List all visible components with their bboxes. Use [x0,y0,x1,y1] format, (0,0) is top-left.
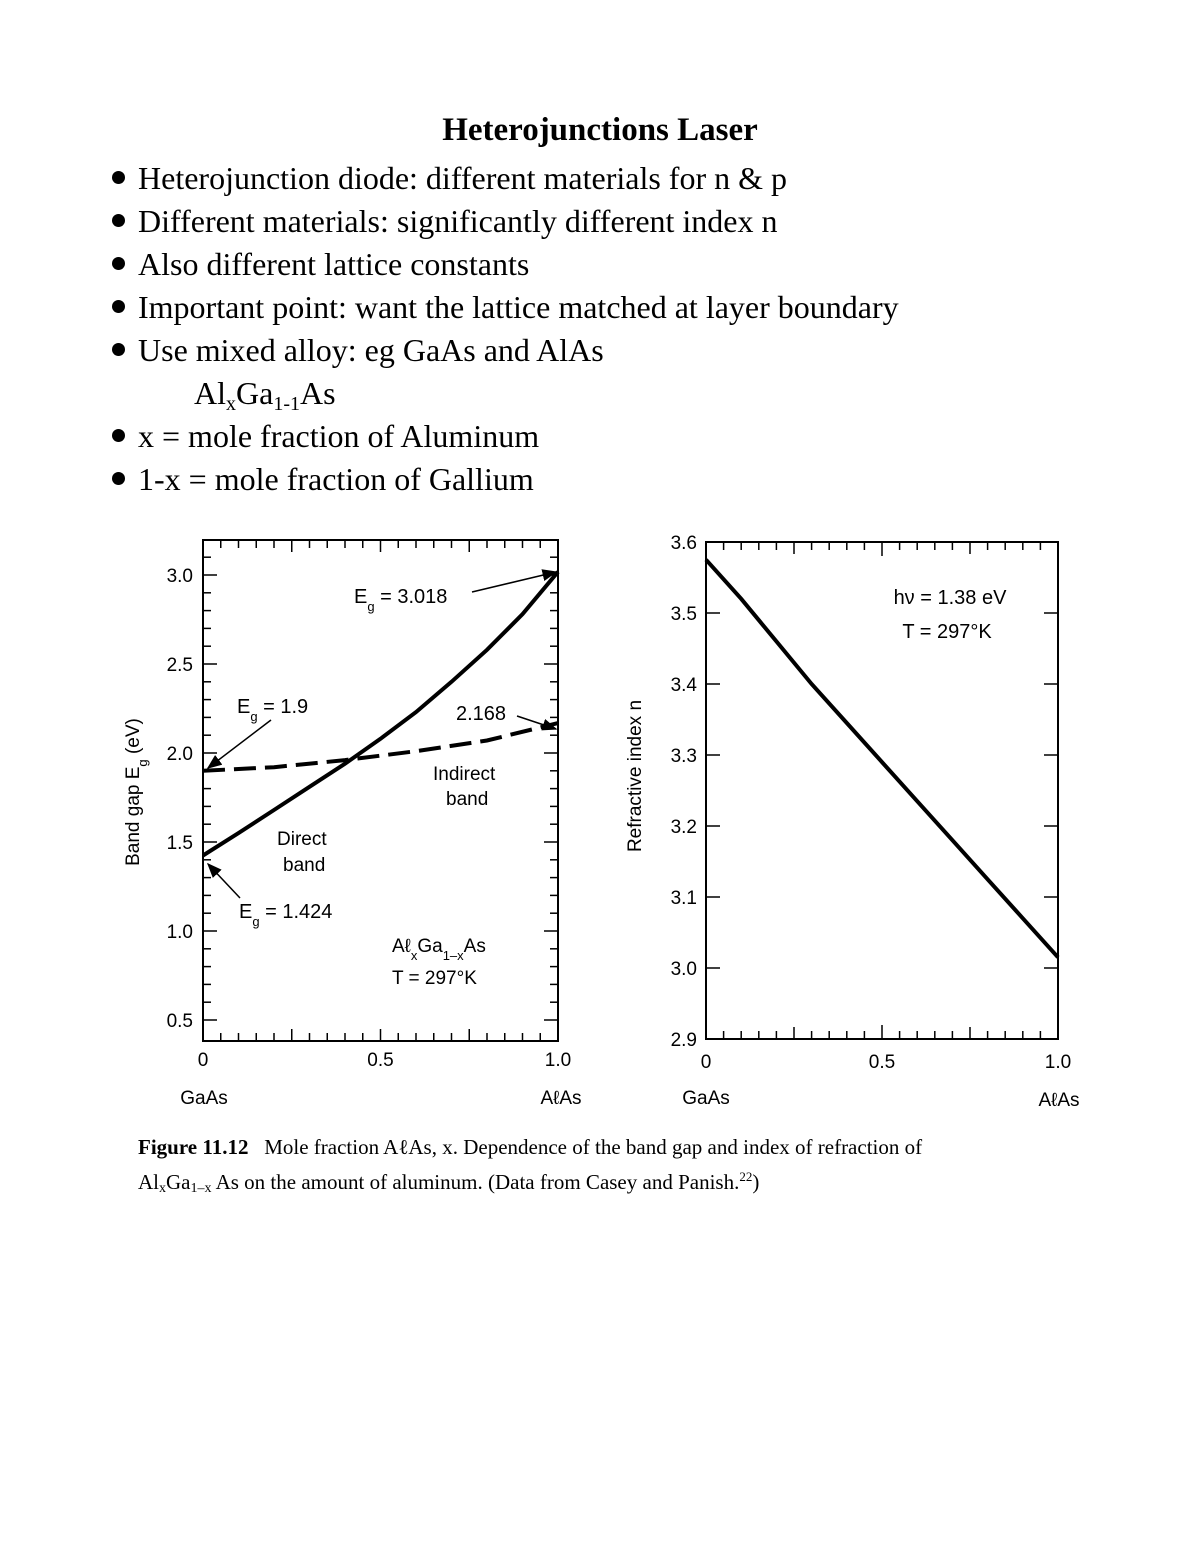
x-end-label-gaas: GaAs [682,1088,730,1109]
arrow-1424 [208,864,240,898]
y-tick-label: 1.5 [166,833,193,854]
arrow-19 [208,720,271,768]
band-gap-frame [203,540,558,1041]
indirect-band-line [203,723,558,771]
energy-label: hν = 1.38 eV [893,587,1007,609]
bullet-list [112,157,899,501]
y-tick-label: 2.9 [670,1030,697,1051]
figure-caption [138,1133,1078,1203]
y-tick-label: 3.5 [670,604,697,625]
refractive-ylabel: Refractive index n [625,699,646,853]
bullet-dot-icon [112,214,125,227]
annotation-2168: 2.168 [456,703,507,725]
bullet-dot-icon [112,257,125,270]
y-tick-label: 2.0 [166,744,193,765]
label-indirect-2: band [446,789,489,810]
page-title: Heterojunctions Laser [442,112,758,148]
x-end-label-alas: AℓAs [540,1088,582,1109]
x-tick-label: 1.0 [1044,1052,1072,1073]
refractive-frame [706,542,1058,1039]
annotation-eg-1424: $E_g = 1.424$ [239,901,333,929]
y-tick-label: 0.5 [166,1011,193,1032]
band-gap-ticks [203,540,558,1041]
y-tick-label: 3.6 [670,533,697,554]
x-end-label-alas: AℓAs [1038,1090,1080,1111]
x-tick-label: 0.5 [868,1052,896,1073]
x-end-label-gaas: GaAs [180,1088,228,1109]
label-direct-2: band [283,855,326,876]
y-tick-label: 3.3 [670,746,697,767]
y-tick-label: 3.0 [166,566,193,587]
figure-charts [0,520,1200,1120]
bullet-dot-icon [112,171,125,184]
bullet-dot-icon [112,300,125,313]
annotation-eg-3018: $E_g = 3.018$ [354,586,448,614]
band-gap-xtick-labels [198,1050,572,1071]
bullet-item: 1-x = mole fraction of Gallium [112,458,899,501]
y-tick-label: 3.0 [670,959,697,980]
temperature-label: T = 297°K [392,968,477,989]
x-tick-label: 0 [700,1052,712,1073]
x-tick-label: 0 [197,1050,209,1071]
bullet-item: Use mixed alloy: eg GaAs and AlAs [112,329,899,372]
alloy-formula: AlxGa1-1As [194,375,336,415]
x-tick-label: 1.0 [544,1050,572,1071]
bullet-dot-icon [112,472,125,485]
bullet-dot-icon [112,343,125,356]
alloy-formula-chart: $A\ell_xGa_{1-x}As$ [392,936,486,963]
label-indirect-1: Indirect [433,764,496,785]
refractive-ytick-labels [671,533,698,1051]
temperature-label: T = 297°K [902,621,992,643]
bullet-item: x = mole fraction of Aluminum [112,415,899,458]
bullet-dot-icon [112,429,125,442]
caption-line-2: AlxGa1–x As on the amount of aluminum. (Data from Casey and Panish.$^{22}$) [138,1169,760,1196]
refractive-index-chart [625,533,1080,1111]
bullet-item: Also different lattice constants [112,243,899,286]
y-tick-label: 3.1 [670,888,697,909]
caption-line-1: Figure 11.12 Mole fraction AℓAs, x. Dependence of the band gap and index of refraction of [138,1135,923,1159]
label-direct-1: Direct [277,829,327,850]
caption-label: Figure 11.12 [138,1135,249,1159]
y-tick-label: 3.4 [670,675,697,696]
bullet-item: Heterojunction diode: different materials for n & p [112,157,899,200]
annotation-eg-19: $E_g = 1.9$ [237,696,309,724]
bullet-item: Important point: want the lattice matched at layer boundary [112,286,899,329]
x-tick-label: 0.5 [367,1050,394,1071]
y-tick-label: 1.0 [166,922,193,943]
band-gap-ytick-labels [167,566,193,1032]
refractive-xtick-labels [701,1052,1072,1073]
band-gap-ylabel: Band gap $E_g$ (eV) [123,718,150,866]
refractive-index-line [706,560,1058,958]
bullet-item: Different materials: significantly different index n [112,200,899,243]
refractive-ticks [706,542,1058,1039]
band-gap-chart [0,520,582,1109]
y-tick-label: 2.5 [166,655,193,676]
y-tick-label: 3.2 [670,817,697,838]
